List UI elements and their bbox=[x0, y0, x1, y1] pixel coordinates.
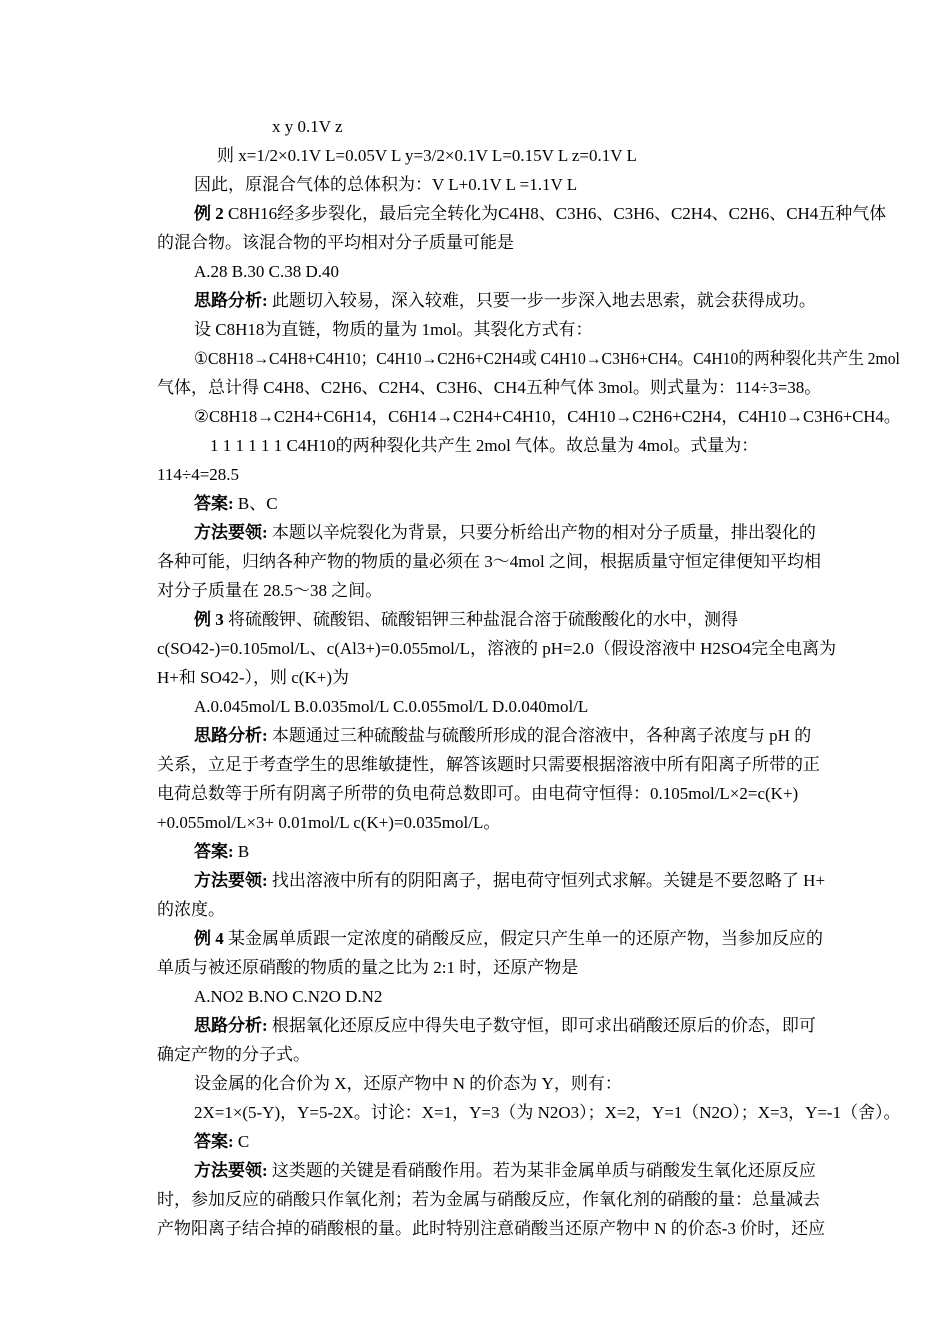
example-heading bbox=[194, 199, 886, 228]
text-line: 1 1 1 1 1 1 C4H10的两种裂化共产生 2mol 气体。故总量为 4mol。式量为： bbox=[210, 436, 759, 455]
method-label: 方法要领: bbox=[194, 871, 268, 890]
text-line: +0.055mol/L×3+ 0.01mol/L c(K+)=0.035mol/L。 bbox=[157, 813, 501, 832]
text-line: 将硫酸钾、硫酸铝、硫酸铝钾三种盐混合溶于硫酸酸化的水中，测得 bbox=[228, 610, 738, 629]
text-line: 气体，总计得 C4H8、C2H6、C2H4、C3H6、CH4五种气体 3mol。则式量为：114÷3=38。 bbox=[157, 378, 822, 397]
text-line: 关系，立足于考查学生的思维敏捷性，解答该题时只需要根据溶液中所有阳离子所带的正 bbox=[157, 755, 820, 774]
text-line: 2X=1×(5-Y)，Y=5-2X。讨论：X=1，Y=3（为 N2O3）；X=2，Y=1（N2O）；X=3，Y=-1（舍）。 bbox=[194, 1103, 901, 1122]
text-line: 各种可能，归纳各种产物的物质的量必须在 3～4mol 之间，根据质量守恒定律便知平均相 bbox=[157, 552, 821, 571]
text-line: c(SO42-)=0.105mol/L、c(Al3+)=0.055mol/L，溶液的 pH=2.0（假设溶液中 H2SO4完全电离为 bbox=[157, 639, 837, 658]
text-line: 对分子质量在 28.5～38 之间。 bbox=[157, 581, 383, 600]
text-line: 的混合物。该混合物的平均相对分子质量可能是 bbox=[157, 233, 514, 252]
answer-label: 答案: bbox=[194, 1132, 234, 1151]
analysis-label: 思路分析: bbox=[194, 291, 268, 310]
text-line: 根据氧化还原反应中得失电子数守恒，即可求出硝酸还原后的价态，即可 bbox=[271, 1016, 816, 1035]
text-line: 此题切入较易，深入较难，只要一步一步深入地去思索，就会获得成功。 bbox=[271, 291, 816, 310]
analysis-paragraph bbox=[194, 721, 811, 750]
text-line: 找出溶液中所有的阴阳离子，据电荷守恒列式求解。关键是不要忽略了 H+ bbox=[271, 871, 826, 890]
text-line: 则 x=1/2×0.1V L=0.05V L y=3/2×0.1V L=0.15V L z=0.1V L bbox=[217, 146, 637, 165]
analysis-label: 思路分析: bbox=[194, 1016, 268, 1035]
answer-label: 答案: bbox=[194, 842, 234, 861]
text-line: C8H16经多步裂化，最后完全转化为C4H8、C3H6、C3H6、C2H4、C2H6、CH4五种气体 bbox=[228, 204, 887, 223]
answer-value: C bbox=[237, 1132, 250, 1151]
text-line: 电荷总数等于所有阴离子所带的负电荷总数即可。由电荷守恒得：0.105mol/L×2=c(K+) bbox=[157, 784, 799, 803]
method-label: 方法要领: bbox=[194, 1161, 268, 1180]
text-line: 因此，原混合气体的总体积为：V L+0.1V L =1.1V L bbox=[194, 175, 578, 194]
answer-options: A.0.045mol/L B.0.035mol/L C.0.055mol/L D.0.040mol/L bbox=[194, 697, 589, 716]
method-paragraph bbox=[194, 866, 825, 895]
example-heading bbox=[194, 924, 823, 953]
answer-options: A.28 B.30 C.38 D.40 bbox=[194, 262, 339, 281]
text-line: H+和 SO42-），则 c(K+)为 bbox=[157, 668, 349, 687]
example-label: 例 4 bbox=[194, 929, 224, 948]
analysis-label: 思路分析: bbox=[194, 726, 268, 745]
answer-label: 答案: bbox=[194, 494, 234, 513]
text-line: 本题以辛烷裂化为背景，只要分析给出产物的相对分子质量，排出裂化的 bbox=[271, 523, 816, 542]
example-label: 例 2 bbox=[194, 204, 224, 223]
analysis-paragraph bbox=[194, 286, 816, 315]
example-label: 例 3 bbox=[194, 610, 224, 629]
answer-line bbox=[194, 489, 278, 518]
method-paragraph bbox=[194, 518, 816, 547]
text-line: x y 0.1V z bbox=[272, 117, 343, 136]
answer-options: A.NO2 B.NO C.N2O D.N2 bbox=[194, 987, 383, 1006]
method-paragraph bbox=[194, 1156, 816, 1185]
text-line: ②C8H18→C2H4+C6H14，C6H14→C2H4+C4H10，C4H10→C2H6+C2H4，C4H10→C3H6+CH4。 bbox=[194, 407, 901, 426]
answer-value: B、C bbox=[237, 494, 278, 513]
example-heading bbox=[194, 605, 738, 634]
text-line: 单质与被还原硝酸的物质的量之比为 2:1 时，还原产物是 bbox=[157, 958, 579, 977]
text-line: 确定产物的分子式。 bbox=[157, 1045, 310, 1064]
text-line: 这类题的关键是看硝酸作用。若为某非金属单质与硝酸发生氧化还原反应 bbox=[271, 1161, 816, 1180]
text-line: 时，参加反应的硝酸只作氧化剂；若为金属与硝酸反应，作氧化剂的硝酸的量：总量减去 bbox=[157, 1190, 820, 1209]
answer-line bbox=[194, 837, 249, 866]
text-line: 设金属的化合价为 X，还原产物中 N 的价态为 Y，则有： bbox=[194, 1074, 622, 1093]
text-line: 114÷4=28.5 bbox=[157, 465, 240, 484]
text-line: 本题通过三种硫酸盐与硫酸所形成的混合溶液中，各种离子浓度与 pH 的 bbox=[271, 726, 812, 745]
analysis-paragraph bbox=[194, 1011, 816, 1040]
text-line: 设 C8H18为直链，物质的量为 1mol。其裂化方式有： bbox=[194, 320, 593, 339]
text-line: 的浓度。 bbox=[157, 900, 225, 919]
method-label: 方法要领: bbox=[194, 523, 268, 542]
answer-value: B bbox=[237, 842, 250, 861]
text-line: ①C8H18→C4H8+C4H10；C4H10→C2H6+C2H4或 C4H10→C3H6+CH4。C4H10的两种裂化共产生 2mol bbox=[194, 349, 900, 368]
answer-line bbox=[194, 1127, 249, 1156]
text-line: 产物阳离子结合掉的硝酸根的量。此时特别注意硝酸当还原产物中 N 的价态-3 价时，还应 bbox=[157, 1219, 826, 1238]
text-line: 某金属单质跟一定浓度的硝酸反应，假定只产生单一的还原产物，当参加反应的 bbox=[228, 929, 823, 948]
